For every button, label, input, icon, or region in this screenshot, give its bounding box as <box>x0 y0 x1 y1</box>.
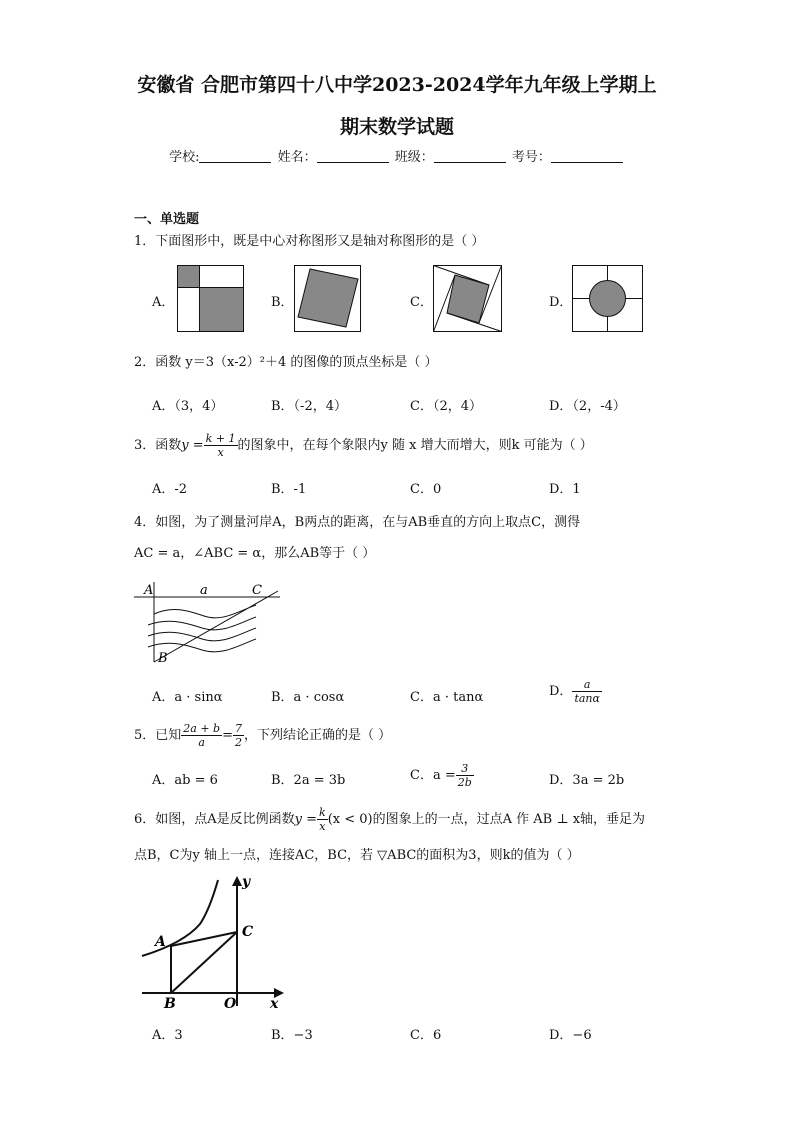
q3-lhs: y = <box>181 438 204 453</box>
q5-c-num: 3 <box>456 762 474 776</box>
q1-option-a-label: A． <box>152 295 175 310</box>
q5-option-a: A．ab = 6 <box>152 773 218 788</box>
q2-option-b: B．（-2，4） <box>271 399 347 414</box>
q3-suffix: 的图象中，在每个象限内y 随 x 增大而增大，则k 可能为（ ） <box>237 438 593 453</box>
q4-option-d-label: D． <box>549 684 573 699</box>
q6-option-d: D．−6 <box>549 1028 592 1043</box>
q4-river-figure <box>132 578 284 666</box>
q6-fraction <box>317 806 328 833</box>
name-label: 姓名： <box>277 150 317 165</box>
q2-option-d: D．（2，-4） <box>549 399 626 414</box>
q6-fig-label-x: x <box>270 996 279 1010</box>
q4-option-d-fraction <box>572 678 602 705</box>
student-info-row <box>0 146 794 165</box>
q6-fig-label-a: A <box>155 934 166 950</box>
q6-prefix: 6．如图，点A是反比例函数 <box>134 812 295 827</box>
q1-figure-b <box>294 265 362 333</box>
q4-fig-label-a-length: a <box>200 583 208 598</box>
q5-option-d: D．3a = 2b <box>549 773 625 788</box>
q5-stem <box>134 722 391 749</box>
q2-stem: 2．函数 y＝3（x-2）²＋4 的图像的顶点坐标是（ ） <box>134 355 438 370</box>
q5-suffix: ，下列结论正确的是（ ） <box>244 728 392 743</box>
section-heading: 一、单选题 <box>134 212 200 227</box>
exam-no-blank[interactable] <box>551 150 623 163</box>
q2-option-c: C．（2，4） <box>410 399 482 414</box>
q5-option-b: B．2a = 3b <box>271 773 346 788</box>
q5-fraction-2 <box>233 722 244 749</box>
q5-frac1-num: 2a + b <box>183 722 221 735</box>
q4-stem-line-1: 4．如图，为了测量河岸A，B两点的距离，在与AB垂直的方向上取点C，测得 <box>134 515 581 530</box>
q6-fig-label-o: O <box>224 996 237 1010</box>
q1-figure-a <box>177 265 245 333</box>
q1-option-c-label: C． <box>410 295 433 310</box>
title-line-1: 安徽省 合肥市第四十八中学2023-2024学年九年级上学期上 <box>137 74 657 96</box>
q3-frac-num: k + 1 <box>205 432 236 445</box>
q6-frac-den: x <box>319 820 326 833</box>
q5-frac1-den: a <box>198 736 205 749</box>
class-blank[interactable] <box>434 150 506 163</box>
q4-option-b: B．a · cosα <box>271 690 345 705</box>
q4-fig-label-b: B <box>158 651 168 666</box>
q4-option-d <box>549 678 602 705</box>
name-blank[interactable] <box>317 150 389 163</box>
q3-frac-den: x <box>217 446 224 459</box>
q6-fig-label-c: C <box>242 924 254 940</box>
q5-option-c-label: C．a = <box>410 768 456 783</box>
q6-graph-figure <box>138 872 288 1010</box>
q6-option-b: B．−3 <box>271 1028 313 1043</box>
title-line-2: 期末数学试题 <box>339 116 454 138</box>
q5-frac2-num: 7 <box>235 722 242 735</box>
q6-suffix: (x < 0)的图象上的一点，过点A 作 AB ⊥ x轴，垂足为 <box>327 812 646 827</box>
q4-fig-label-a: A <box>144 583 154 598</box>
q3-stem <box>134 432 593 459</box>
q5-option-c <box>410 762 474 789</box>
q5-frac2-den: 2 <box>235 736 242 749</box>
q6-stem-line-1 <box>134 806 645 833</box>
q3-option-b: B．-1 <box>271 482 307 497</box>
q6-option-a: A．3 <box>152 1028 183 1043</box>
school-label: 学校: <box>169 150 200 165</box>
q4-stem-line-2: AC = a，∠ABC = α，那么AB等于（ ） <box>134 546 376 561</box>
q1-option-b-label: B． <box>271 295 294 310</box>
exam-no-label: 考号： <box>511 150 551 165</box>
q1-option-d-label: D． <box>549 295 573 310</box>
q5-eq: = <box>222 728 233 743</box>
q4-d-den: tanα <box>574 692 600 705</box>
q1-stem: 1．下面图形中，既是中心对称图形又是轴对称图形的是（ ） <box>134 234 485 249</box>
q6-option-c: C．6 <box>410 1028 442 1043</box>
q6-lhs: y = <box>294 812 318 827</box>
q5-c-den: 2b <box>457 776 472 789</box>
q1-figure-d <box>572 265 644 333</box>
q1-figure-c <box>433 265 503 333</box>
q2-option-a: A．（3，4） <box>152 399 224 414</box>
school-blank[interactable] <box>199 150 271 163</box>
q3-prefix: 3．函数 <box>134 438 182 453</box>
class-label: 班级： <box>394 150 434 165</box>
q4-d-num: a <box>572 678 602 692</box>
q4-option-c: C．a · tanα <box>410 690 484 705</box>
q3-fraction <box>204 432 238 459</box>
q5-option-c-fraction <box>456 762 474 789</box>
q6-fig-label-b: B <box>164 996 176 1010</box>
q4-fig-label-c: C <box>252 583 262 598</box>
q3-option-d: D．1 <box>549 482 581 497</box>
q3-option-a: A．-2 <box>152 482 188 497</box>
q5-prefix: 5．已知 <box>134 728 182 743</box>
q4-option-a: A．a · sinα <box>152 690 223 705</box>
q6-stem-line-2: 点B，C为y 轴上一点，连接AC，BC，若 ▽ABC的面积为3，则k的值为（ ） <box>134 848 580 863</box>
q6-frac-num: k <box>319 806 326 819</box>
q3-option-c: C．0 <box>410 482 442 497</box>
q6-fig-label-y: y <box>242 874 251 890</box>
q5-fraction-1 <box>181 722 222 749</box>
